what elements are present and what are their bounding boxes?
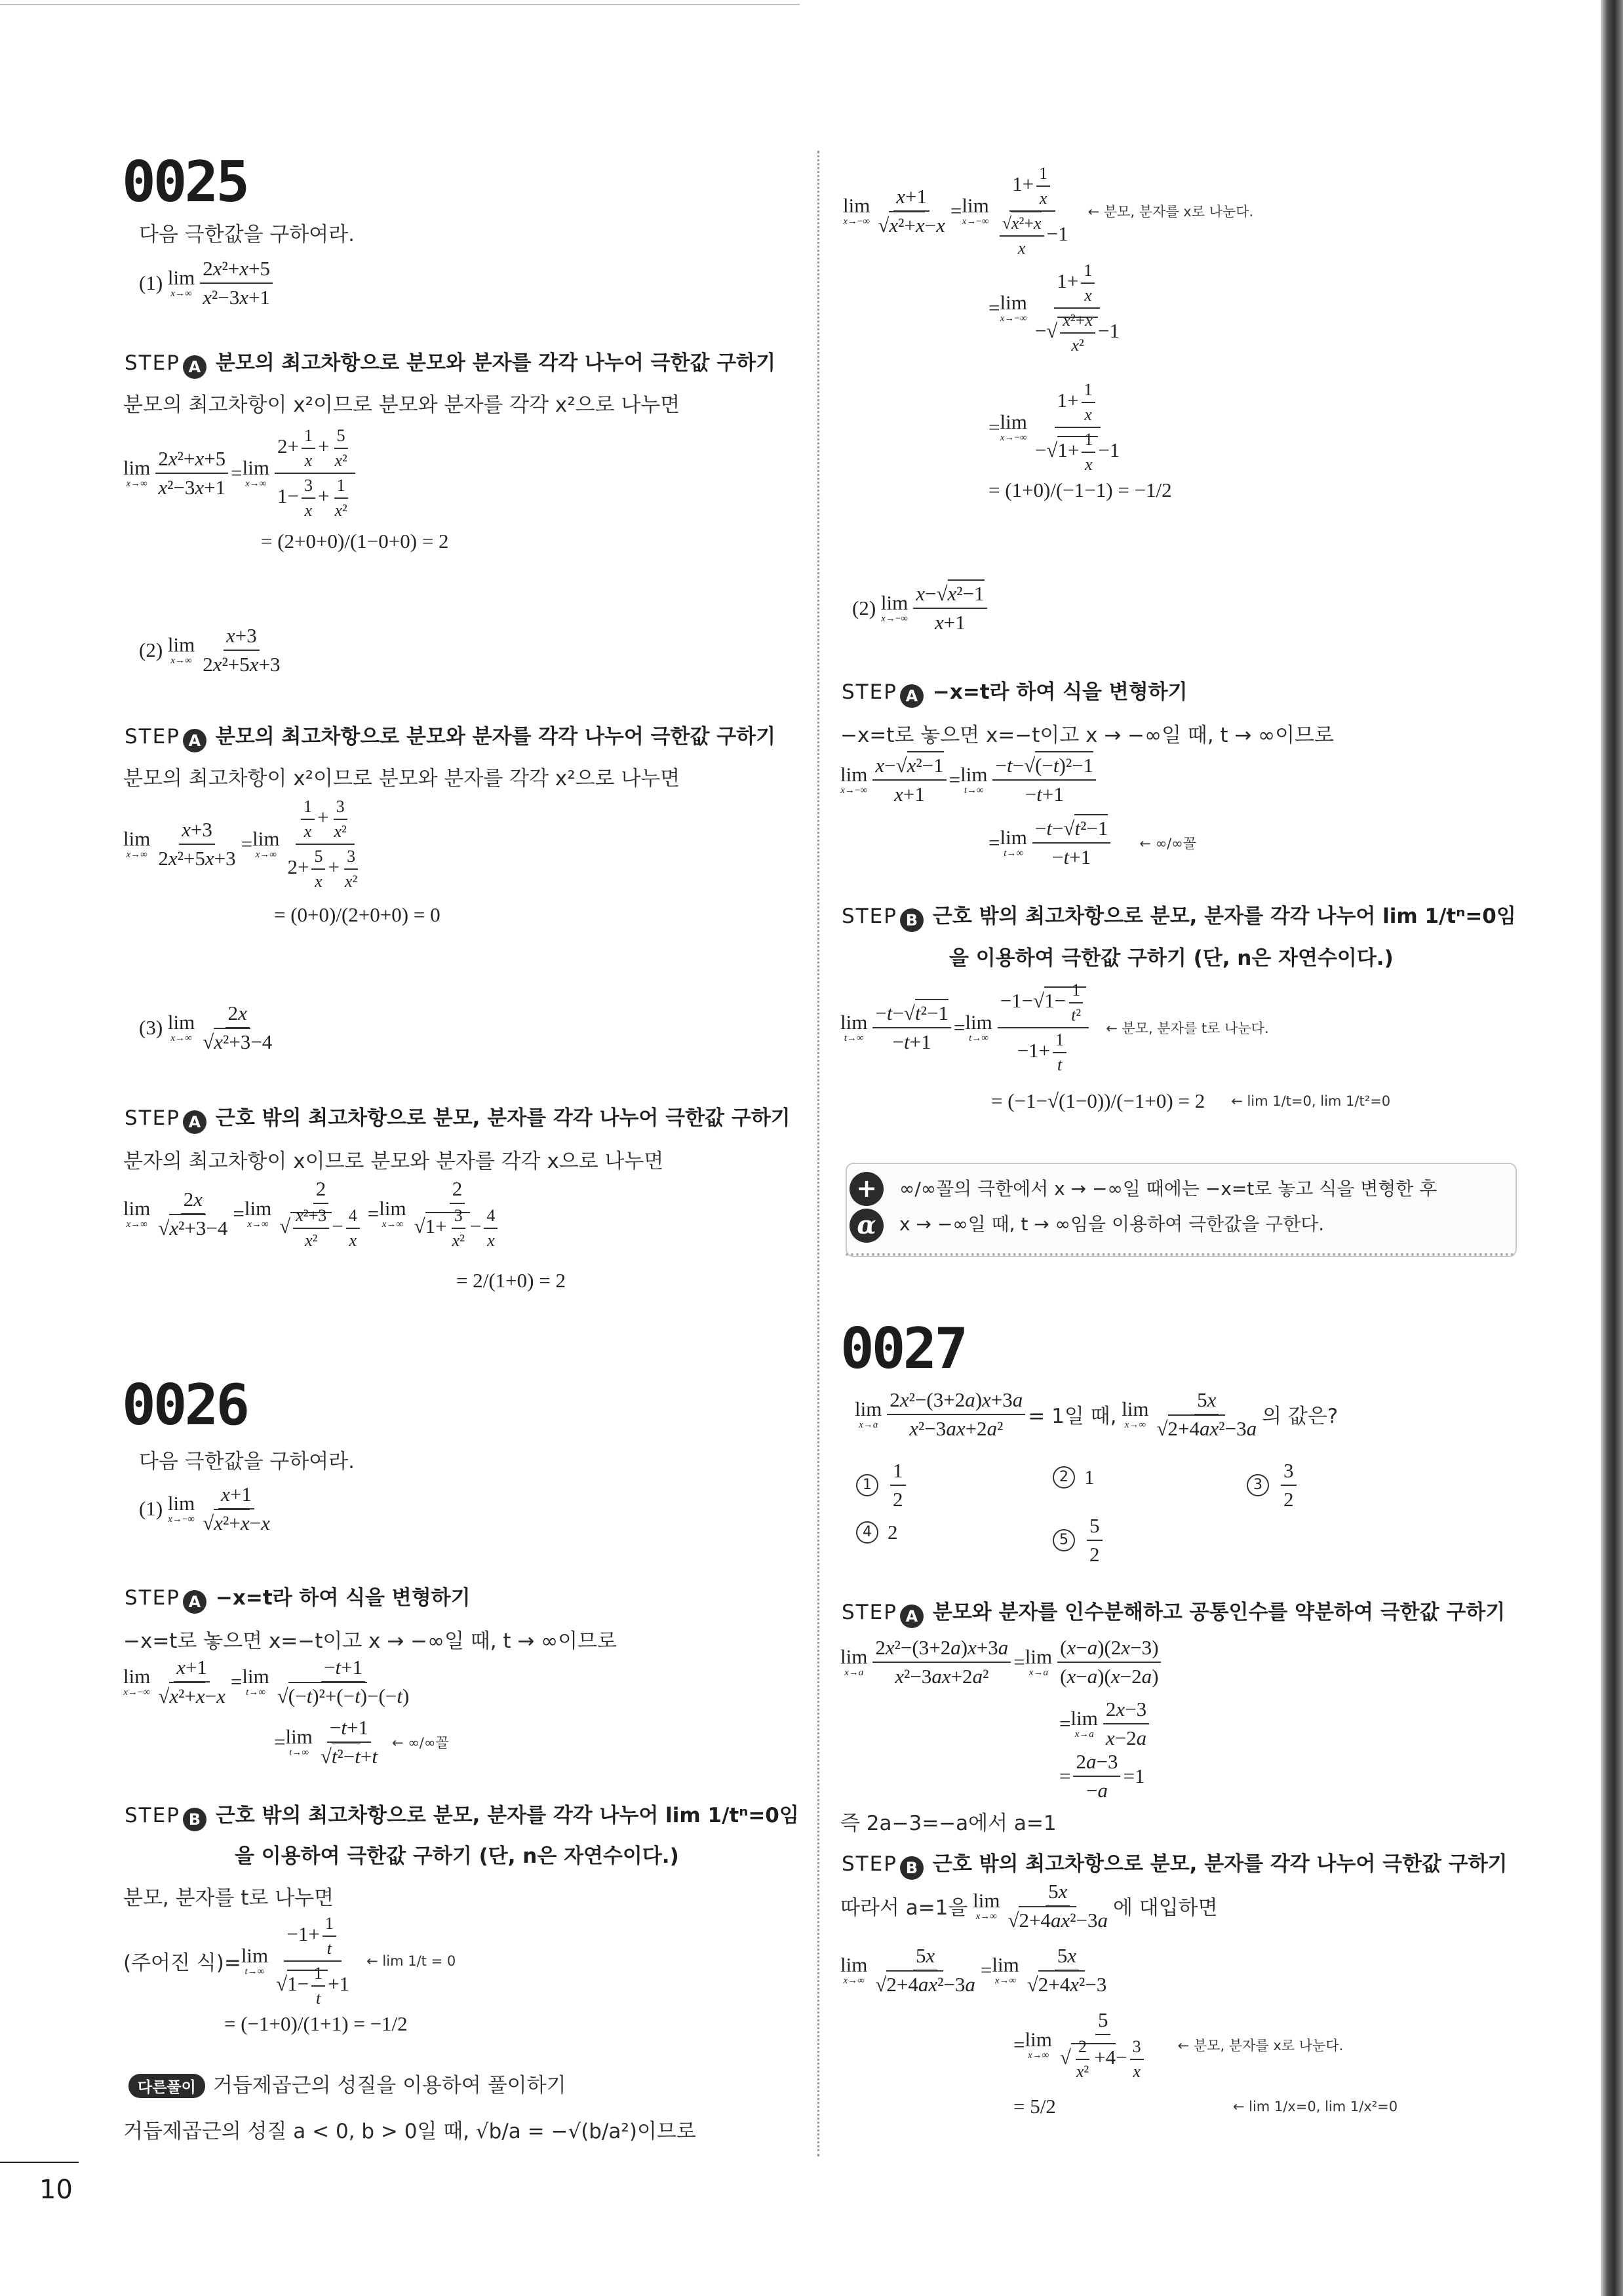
choice-5[interactable]: 5 $\frac{5}{2}$ bbox=[1053, 1514, 1105, 1566]
explain-0026-b: 분모, 분자를 t로 나누면 bbox=[123, 1886, 334, 1910]
explain-0027-then: 즉 2a−3=−a에서 a=1 bbox=[840, 1812, 1057, 1835]
problem-0025-3: (3) lim x→∞ $\frac{2x}{\text{√x²+3−4}}$ bbox=[139, 1002, 273, 1053]
problem-prompt-0025: 다음 극한값을 구하여라. bbox=[139, 223, 355, 246]
step-a-0025-3: STEP A 근호 밖의 최고차항으로 분모, 분자를 각각 나누어 극한값 구하기 bbox=[125, 1101, 791, 1134]
explain-0025-1: 분모의 최고차항이 x²이므로 분모와 분자를 각각 x²으로 나누면 bbox=[123, 393, 680, 417]
problem-number-0026: 0026 bbox=[122, 1372, 248, 1438]
problem-0026-2: (2) lim x→−∞ $\frac{\text{x−√x²−1}}{x+1}$ bbox=[852, 582, 990, 634]
step-a-0027: STEP A 분모와 분자를 인수분해하고 공통인수를 약분하여 극한값 구하기 bbox=[842, 1595, 1505, 1628]
solution-0026-right-2: = lim x→−∞ 1+ $\frac{1}{x}$ −√ $\frac{\text{x²+x}}{\text{x²}}$ −1 bbox=[988, 261, 1120, 355]
label: (1) bbox=[139, 271, 163, 294]
problem-prompt-0026: 다음 극한값을 구하여라. bbox=[139, 1450, 355, 1473]
step-b-0027: STEP B 근호 밖의 최고차항으로 분모, 분자를 각각 나누어 극한값 구하기 bbox=[842, 1847, 1508, 1880]
column-divider bbox=[817, 151, 819, 2156]
solution-0025-1: lim x→∞ $\frac{\text{2x²+x+5}}{\text{x²−3x+1}}$ = lim x→∞ 2+ $\frac{1}{x}$ + $\frac{5}{\text{x²}}$ 1− $\frac{3}{x}$ + $\frac{1}{\text{x²}}$ bbox=[123, 426, 358, 520]
problem-number-0027: 0027 bbox=[840, 1316, 966, 1382]
tip-box-border bbox=[846, 1253, 1514, 1256]
solution-0026-2a2: = lim t→∞ $\frac{\text{−t−√t²−1}}{-t+1}$ ← ∞/∞꼴 bbox=[988, 817, 1196, 868]
step-a-0025-1: STEP A 분모의 최고차항으로 분모와 분자를 각각 나누어 극한값 구하기 bbox=[125, 346, 775, 379]
solution-0026-right-3: = lim x→−∞ 1+ $\frac{1}{x}$ −√1+ $\frac{1}{x}$ −1 bbox=[988, 380, 1120, 474]
solution-0027-a: lim x→a $\frac{\text{2x²−(3+2a)x+3a}}{\text{x²−3ax+2a²}}$ = lim x→a $\frac{(x-a)(2x-3)}{(x-a)(x-2a)}$ bbox=[840, 1636, 1163, 1688]
solution-0026-right-1: lim x→−∞ $\frac{x+1}{\text{√x²+x−x}}$ = lim x→−∞ 1+ $\frac{1}{x}$ $\frac{\text{√x²+x}}{x}$ −1 ← 분모, 분자를 x로 나눈다. bbox=[843, 164, 1254, 258]
solution-0027-a2: = lim x→a $\frac{2x-3}{x-2a}$ bbox=[1059, 1698, 1152, 1749]
page-number: 10 bbox=[39, 2175, 73, 2205]
solution-0027-b: lim x→∞ $\frac{5x}{\text{√2+4ax²−3a}}$ = lim x→∞ $\frac{5x}{\text{√2+4x²−3}}$ bbox=[840, 1944, 1107, 1996]
explain-0027-b: 따라서 a=1을 lim x→∞ $\frac{5x}{\text{√2+4ax²−3a}}$ 에 대입하면 bbox=[840, 1880, 1218, 1932]
explain-0026-a: −x=t로 놓으면 x=−t이고 x → −∞일 때, t → ∞이므로 bbox=[123, 1629, 617, 1653]
step-a-0026-2: STEP A −x=t라 하여 식을 변형하기 bbox=[842, 675, 1188, 708]
explain-0026-2a: −x=t로 놓으면 x=−t이고 x → −∞일 때, t → ∞이므로 bbox=[840, 724, 1334, 747]
footer-rule bbox=[0, 2162, 79, 2163]
result-0027: = 5/2 ← lim 1/x=0, lim 1/x²=0 bbox=[1013, 2095, 1398, 2118]
problem-number-0025: 0025 bbox=[122, 149, 248, 215]
plus-alpha-icon: + α bbox=[850, 1172, 884, 1244]
step-b-0026-2: STEP B 근호 밖의 최고차항으로 분모, 분자를 각각 나누어 lim 1/tⁿ=0임 bbox=[842, 899, 1516, 932]
solution-0026-b: (주어진 식)= lim t→∞ −1+ $\frac{1}{t}$ √1− $\frac{1}{t}$ +1 ← lim 1/t = 0 bbox=[123, 1914, 456, 2008]
solution-0026-2a: lim x→−∞ $\frac{\text{x−√x²−1}}{x+1}$ = lim t→∞ $\frac{\text{−t−√(−t)²−1}}{-t+1}$ bbox=[840, 754, 1099, 806]
solution-0026-a2: = lim t→∞ $\frac{-t+1}{\text{√t²−t+t}}$ ← ∞/∞꼴 bbox=[274, 1716, 449, 1768]
step-b-0026-line2: 을 이용하여 극한값 구하기 (단, n은 자연수이다.) bbox=[235, 1844, 679, 1868]
top-rule bbox=[0, 4, 800, 5]
solution-0027-a3: = $\frac{2a-3}{-a}$ =1 bbox=[1059, 1750, 1145, 1802]
solution-0025-3: lim x→∞ $\frac{2x}{\text{√x²+3−4}}$ = lim x→∞ 2 √ $\frac{\text{x²+3}}{\text{x²}}$ − $\frac{4}{x}$ = lim x→∞ 2 √1+ $\frac{3}{\text{x²}}$ − $\frac{4}{x}$ bbox=[123, 1177, 505, 1250]
choice-4[interactable]: 4 2 bbox=[856, 1521, 898, 1544]
result-0026-2: = (−1−√(1−0))/(−1+0) = 2 ← lim 1/t=0, lim 1/t²=0 bbox=[991, 1089, 1391, 1112]
result-0025-3: = 2/(1+0) = 2 bbox=[456, 1269, 566, 1292]
step-b-0026-2-line2: 을 이용하여 극한값 구하기 (단, n은 자연수이다.) bbox=[949, 946, 1394, 970]
step-b-0026: STEP B 근호 밖의 최고차항으로 분모, 분자를 각각 나누어 lim 1/tⁿ=0임 bbox=[125, 1799, 799, 1831]
result-0026-right: = (1+0)/(−1−1) = −1/2 bbox=[988, 478, 1172, 501]
tip-line-2: x → −∞일 때, t → ∞임을 이용하여 극한값을 구한다. bbox=[899, 1213, 1325, 1235]
result-0025-1: = (2+0+0)/(1−0+0) = 2 bbox=[261, 530, 449, 553]
solution-0026-a: lim x→−∞ $\frac{x+1}{\text{√x²+x−x}}$ = lim t→∞ $\frac{-t+1}{\text{√(−t)²+(−t)−(−t)}}$ bbox=[123, 1656, 410, 1707]
problem-0025-2: (2) lim x→∞ $\frac{x+3}{\text{2x²+5x+3}}$ bbox=[139, 624, 281, 676]
result-0025-2: = (0+0)/(2+0+0) = 0 bbox=[274, 903, 440, 926]
tip-line-1: ∞/∞꼴의 극한에서 x → −∞일 때에는 −x=t로 놓고 식을 변형한 후 bbox=[899, 1178, 1437, 1199]
explain-0025-3: 분자의 최고차항이 x이므로 분모와 분자를 각각 x으로 나누면 bbox=[123, 1150, 664, 1173]
choice-3[interactable]: 3 $\frac{3}{2}$ bbox=[1247, 1459, 1299, 1511]
problem-0027: lim x→a $\frac{\text{2x²−(3+2a)x+3a}}{\text{x²−3ax+2a²}}$ = 1일 때, lim x→∞ $\frac{5x}{\text{√2+4ax²−3a}}$ 의 값은? bbox=[855, 1388, 1339, 1440]
binding-edge bbox=[1601, 0, 1623, 2296]
choice-1[interactable]: 1 $\frac{1}{2}$ bbox=[856, 1459, 909, 1511]
solution-0027-b2: = lim x→∞ 5 √ $\frac{2}{\text{x²}}$ +4− $\frac{3}{x}$ ← 분모, 분자를 x로 나눈다. bbox=[1013, 2008, 1344, 2081]
explain-0025-2: 분모의 최고차항이 x²이므로 분모와 분자를 각각 x²으로 나누면 bbox=[123, 767, 680, 790]
alt-explain: 거듭제곱근의 성질 a < 0, b > 0일 때, √b/a = −√(b/a²)이므로 bbox=[123, 2120, 696, 2143]
problem-0026-1: (1) lim x→−∞ $\frac{x+1}{\text{√x²+x−x}}$ bbox=[139, 1483, 270, 1534]
solution-0026-2b: lim t→∞ $\frac{\text{−t−√t²−1}}{-t+1}$ = lim t→∞ −1−√1− $\frac{1}{\text{t²}}$ −1+ $\frac{1}{t}$ ← 분모, 분자를 t로 나눈다. bbox=[840, 981, 1269, 1074]
problem-0025-1: (1) lim x→∞ $\frac{\text{2x²+x+5}}{\text{x²−3x+1}}$ bbox=[139, 257, 275, 309]
alternative-solution: 다른풀이 거듭제곱근의 성질을 이용하여 풀이하기 bbox=[128, 2069, 566, 2098]
solution-0025-2: lim x→∞ $\frac{x+3}{\text{2x²+5x+3}}$ = lim x→∞ $\frac{1}{x}$ + $\frac{3}{\text{x²}}$ 2+ $\frac{5}{x}$ + $\frac{3}{\text{x²}}$ bbox=[123, 797, 358, 891]
choice-2[interactable]: 2 1 bbox=[1053, 1466, 1095, 1489]
result-0026-1: = (−1+0)/(1+1) = −1/2 bbox=[224, 2012, 408, 2035]
step-a-0025-2: STEP A 분모의 최고차항으로 분모와 분자를 각각 나누어 극한값 구하기 bbox=[125, 720, 775, 752]
step-a-0026: STEP A −x=t라 하여 식을 변형하기 bbox=[125, 1581, 471, 1614]
